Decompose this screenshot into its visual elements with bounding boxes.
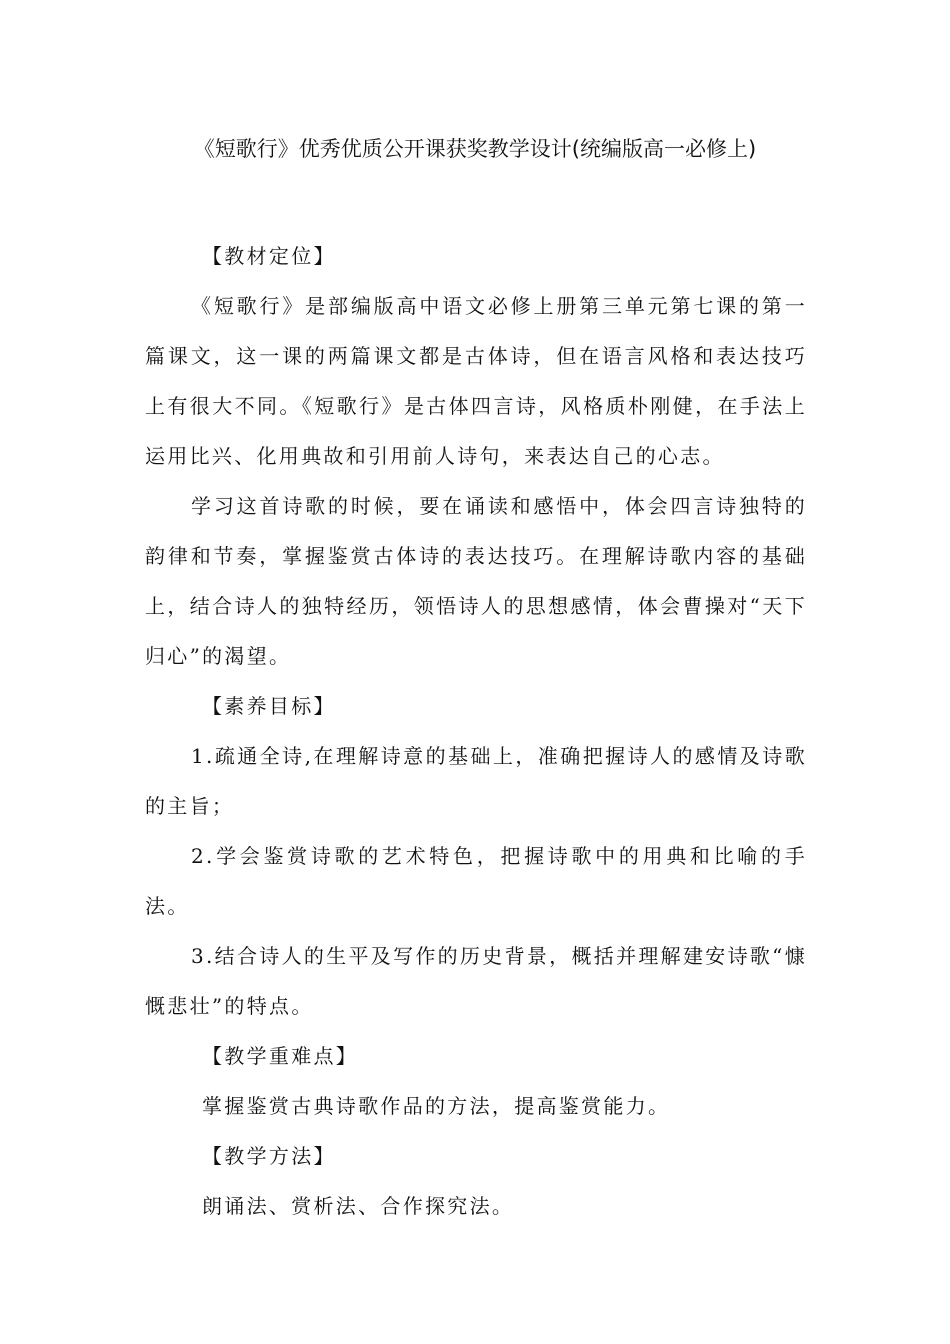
section-heading-textbook-positioning: 【教材定位】 <box>202 244 336 268</box>
section-heading-literacy-goals: 【素养目标】 <box>202 694 336 718</box>
paragraph: 《短歌行》是部编版高中语文必修上册第三单元第七课的第一篇课文，这一课的两篇课文都是古体诗，但在语言风格和表达技巧上有很大不同。《短歌行》是古体四言诗，风格质朴刚健，在手法上运用比兴、化用典故和引用前人诗句，来表达自己的心志。 <box>145 294 807 468</box>
goal-item: 3.结合诗人的生平及写作的历史背景，概括并理解建安诗歌“慷慨悲壮”的特点。 <box>145 944 808 1018</box>
document-body <box>145 231 807 1231</box>
section-heading-key-difficulties: 【教学重难点】 <box>202 1044 359 1068</box>
goal-item: 1.疏通全诗,在理解诗意的基础上，准确把握诗人的感情及诗歌的主旨； <box>145 744 807 818</box>
paragraph: 学习这首诗歌的时候，要在诵读和感悟中，体会四言诗独特的韵律和节奏，掌握鉴赏古体诗的表达技巧。在理解诗歌内容的基础上，结合诗人的独特经历，领悟诗人的思想感情，体会曹操对“天下归心”的渴望。 <box>145 494 807 668</box>
paragraph: 掌握鉴赏古典诗歌作品的方法，提高鉴赏能力。 <box>202 1094 671 1118</box>
section-heading-teaching-methods: 【教学方法】 <box>202 1144 336 1168</box>
goal-item: 2.学会鉴赏诗歌的艺术特色，把握诗歌中的用典和比喻的手法。 <box>145 844 807 918</box>
paragraph: 朗诵法、赏析法、合作探究法。 <box>202 1194 515 1218</box>
document-title: 《短歌行》优秀优质公开课获奖教学设计(统编版高一必修上) <box>193 137 757 161</box>
